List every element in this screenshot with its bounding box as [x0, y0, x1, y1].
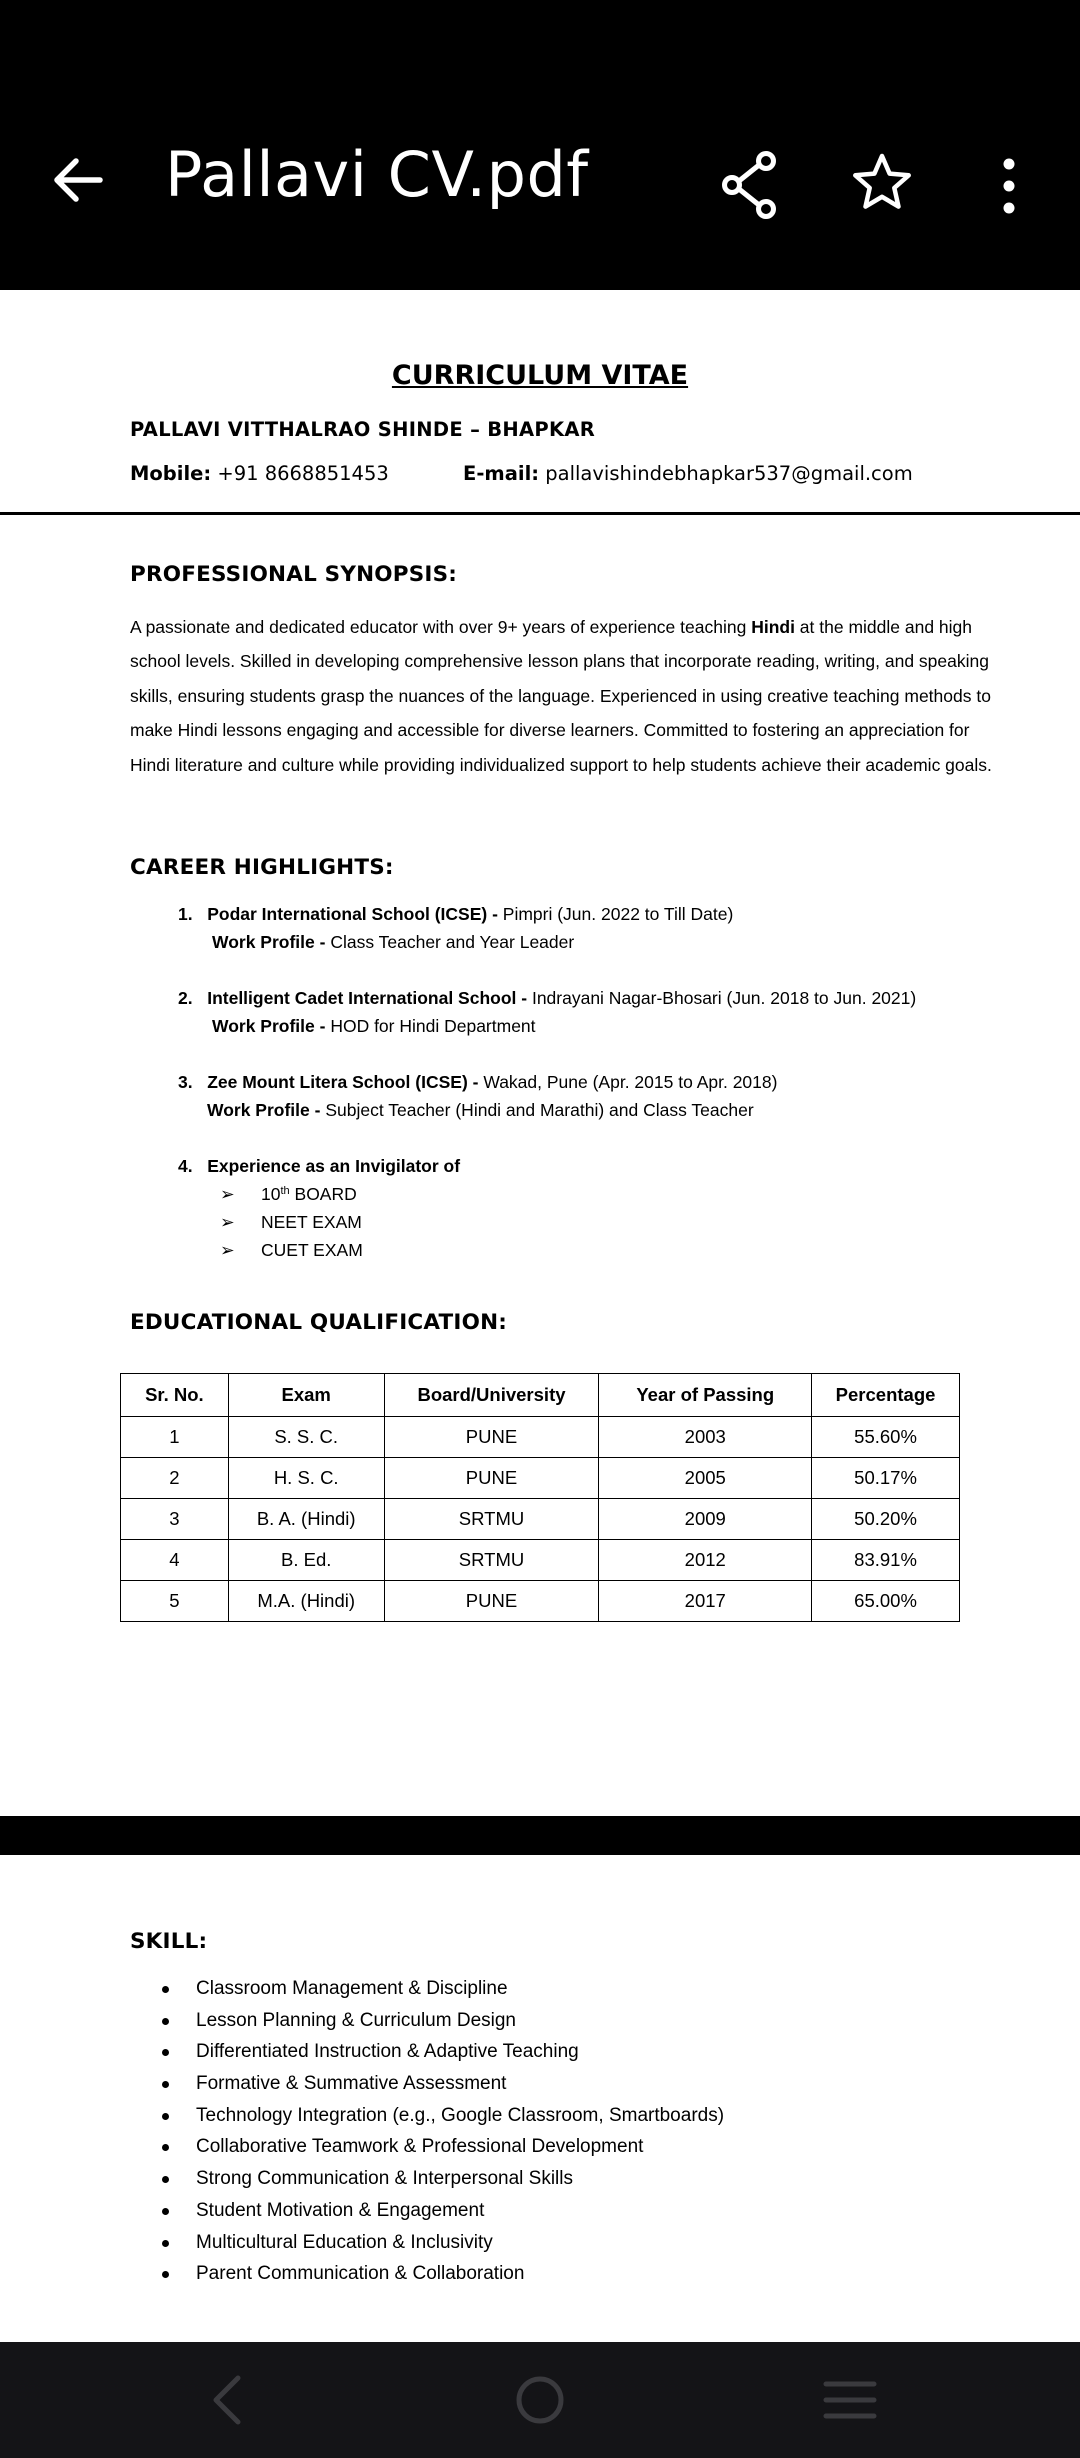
- list-item: Lesson Planning & Curriculum Design: [160, 2005, 724, 2037]
- career-item-3: [178, 1072, 777, 1093]
- pdf-page-1[interactable]: [0, 290, 1080, 1816]
- synopsis-heading: PROFESSIONAL SYNOPSIS:: [130, 562, 458, 587]
- career-heading: CAREER HIGHLIGHTS:: [130, 855, 394, 880]
- work-profile-value: Subject Teacher (Hindi and Marathi) and Class Teacher: [320, 1100, 754, 1120]
- header-divider: [0, 512, 1080, 515]
- column-header: Percentage: [812, 1374, 960, 1417]
- invigilator-entry: [220, 1184, 357, 1205]
- table-cell: 65.00%: [812, 1581, 960, 1622]
- list-item: Formative & Summative Assessment: [160, 2068, 724, 2100]
- career-detail: Indrayani Nagar-Bhosari (Jun. 2018 to Jun. 2021): [527, 988, 917, 1008]
- table-header-row: [121, 1374, 960, 1417]
- list-item: Multicultural Education & Inclusivity: [160, 2227, 724, 2259]
- table-cell: PUNE: [384, 1581, 599, 1622]
- career-num: 4.: [178, 1156, 193, 1176]
- page-separator: [0, 1816, 1080, 1855]
- table-cell: 50.20%: [812, 1499, 960, 1540]
- mobile-label: Mobile:: [130, 462, 212, 485]
- email-label: E-mail:: [463, 462, 540, 485]
- work-profile-label: Work Profile -: [212, 1016, 326, 1036]
- table-cell: M.A. (Hindi): [228, 1581, 384, 1622]
- table-row: [121, 1417, 960, 1458]
- invigilator-label: Experience as an Invigilator of: [207, 1156, 461, 1176]
- table-cell: SRTMU: [384, 1540, 599, 1581]
- candidate-name: PALLAVI VITTHALRAO SHINDE – BHAPKAR: [130, 418, 596, 441]
- table-row: [121, 1540, 960, 1581]
- synopsis-text-start: A passionate and dedicated educator with over 9+ years of experience teaching: [130, 617, 752, 637]
- table-cell: 55.60%: [812, 1417, 960, 1458]
- table-cell: S. S. C.: [228, 1417, 384, 1458]
- app-bar: [0, 0, 1080, 290]
- nav-recents-icon[interactable]: [820, 2372, 880, 2428]
- document-title: Pallavi CV.pdf: [165, 138, 589, 211]
- work-profile-value: Class Teacher and Year Leader: [325, 932, 575, 952]
- column-header: Board/University: [384, 1374, 599, 1417]
- mobile-value: +91 8668851453: [217, 462, 389, 485]
- arrow-bullet-icon: ➢: [220, 1184, 235, 1204]
- work-profile-label: Work Profile -: [207, 1100, 321, 1120]
- career-num: 3.: [178, 1072, 193, 1092]
- email-value: pallavishindebhapkar537@gmail.com: [545, 462, 913, 485]
- column-header: Sr. No.: [121, 1374, 229, 1417]
- board-number: 10: [261, 1184, 281, 1204]
- mobile-line: [130, 462, 389, 485]
- invigilator-entry-text: NEET EXAM: [261, 1212, 362, 1232]
- career-school: Intelligent Cadet International School -: [207, 988, 528, 1008]
- list-item: Technology Integration (e.g., Google Classroom, Smartboards): [160, 2100, 724, 2132]
- list-item: Differentiated Instruction & Adaptive Teaching: [160, 2036, 724, 2068]
- cv-title: CURRICULUM VITAE: [391, 360, 689, 391]
- synopsis-bold-subject: Hindi: [751, 617, 795, 637]
- arrow-bullet-icon: ➢: [220, 1240, 235, 1260]
- table-cell: H. S. C.: [228, 1458, 384, 1499]
- list-item: Student Motivation & Engagement: [160, 2195, 724, 2227]
- nav-home-icon[interactable]: [510, 2372, 570, 2428]
- table-cell: 2005: [599, 1458, 812, 1499]
- nav-back-icon[interactable]: [198, 2372, 258, 2428]
- share-icon[interactable]: [720, 150, 780, 220]
- star-icon[interactable]: [852, 152, 912, 212]
- column-header: Exam: [228, 1374, 384, 1417]
- table-cell: 3: [121, 1499, 229, 1540]
- more-vert-icon[interactable]: [995, 158, 1015, 214]
- work-profile-value: HOD for Hindi Department: [325, 1016, 536, 1036]
- career-school: Podar International School (ICSE) -: [207, 904, 498, 924]
- career-item-2-profile: [212, 1016, 536, 1037]
- pdf-page-2[interactable]: [0, 1855, 1080, 2342]
- table-row: [121, 1458, 960, 1499]
- list-item: Collaborative Teamwork & Professional Development: [160, 2131, 724, 2163]
- table-cell: 2017: [599, 1581, 812, 1622]
- board-text: BOARD: [289, 1184, 357, 1204]
- career-detail: Pimpri (Jun. 2022 to Till Date): [497, 904, 734, 924]
- skills-list: [160, 1973, 724, 2290]
- education-table: [120, 1373, 960, 1622]
- invigilator-entry-text: CUET EXAM: [261, 1240, 363, 1260]
- career-num: 2.: [178, 988, 193, 1008]
- table-cell: 50.17%: [812, 1458, 960, 1499]
- arrow-bullet-icon: ➢: [220, 1212, 235, 1232]
- synopsis-paragraph: [130, 610, 1000, 782]
- email-line: [463, 462, 913, 485]
- table-cell: SRTMU: [384, 1499, 599, 1540]
- table-row: [121, 1581, 960, 1622]
- table-cell: 4: [121, 1540, 229, 1581]
- table-cell: 83.91%: [812, 1540, 960, 1581]
- synopsis-text-rest: at the middle and high school levels. Skilled in developing comprehensive lesson plans that incorporate reading, writing, and speaking skills, ensuring students grasp the nuances of the language. Experienced in using creative teaching methods to make Hindi lessons engaging and accessible for diverse learners. Committed to fostering an appreciation for Hindi literature and culture while providing individualized support to help students achieve their academic goals.: [130, 617, 992, 775]
- table-cell: B. Ed.: [228, 1540, 384, 1581]
- career-item-3-profile: [207, 1100, 754, 1121]
- list-item: Parent Communication & Collaboration: [160, 2258, 724, 2290]
- table-row: [121, 1499, 960, 1540]
- career-num: 1.: [178, 904, 193, 924]
- table-cell: PUNE: [384, 1458, 599, 1499]
- list-item: Strong Communication & Interpersonal Skills: [160, 2163, 724, 2195]
- career-item-1: [178, 904, 733, 925]
- system-nav-bar: [0, 2342, 1080, 2458]
- work-profile-label: Work Profile -: [212, 932, 326, 952]
- list-item: Classroom Management & Discipline: [160, 1973, 724, 2005]
- table-cell: 1: [121, 1417, 229, 1458]
- career-item-1-profile: [212, 932, 574, 953]
- education-heading: EDUCATIONAL QUALIFICATION:: [130, 1310, 508, 1335]
- career-detail: Wakad, Pune (Apr. 2015 to Apr. 2018): [478, 1072, 778, 1092]
- table-cell: 2: [121, 1458, 229, 1499]
- skills-heading: SKILL:: [130, 1929, 208, 1954]
- table-cell: 2009: [599, 1499, 812, 1540]
- table-cell: 2003: [599, 1417, 812, 1458]
- table-cell: 5: [121, 1581, 229, 1622]
- career-item-2: [178, 988, 916, 1009]
- table-cell: PUNE: [384, 1417, 599, 1458]
- table-cell: 2012: [599, 1540, 812, 1581]
- column-header: Year of Passing: [599, 1374, 812, 1417]
- back-arrow-icon[interactable]: [48, 150, 108, 210]
- invigilator-entry: [220, 1212, 362, 1233]
- board-superscript: th: [280, 1185, 290, 1197]
- invigilator-entry-text: [261, 1184, 357, 1205]
- invigilator-entry: [220, 1240, 363, 1261]
- career-school: Zee Mount Litera School (ICSE) -: [207, 1072, 479, 1092]
- table-cell: B. A. (Hindi): [228, 1499, 384, 1540]
- invigilator-item: [178, 1156, 460, 1177]
